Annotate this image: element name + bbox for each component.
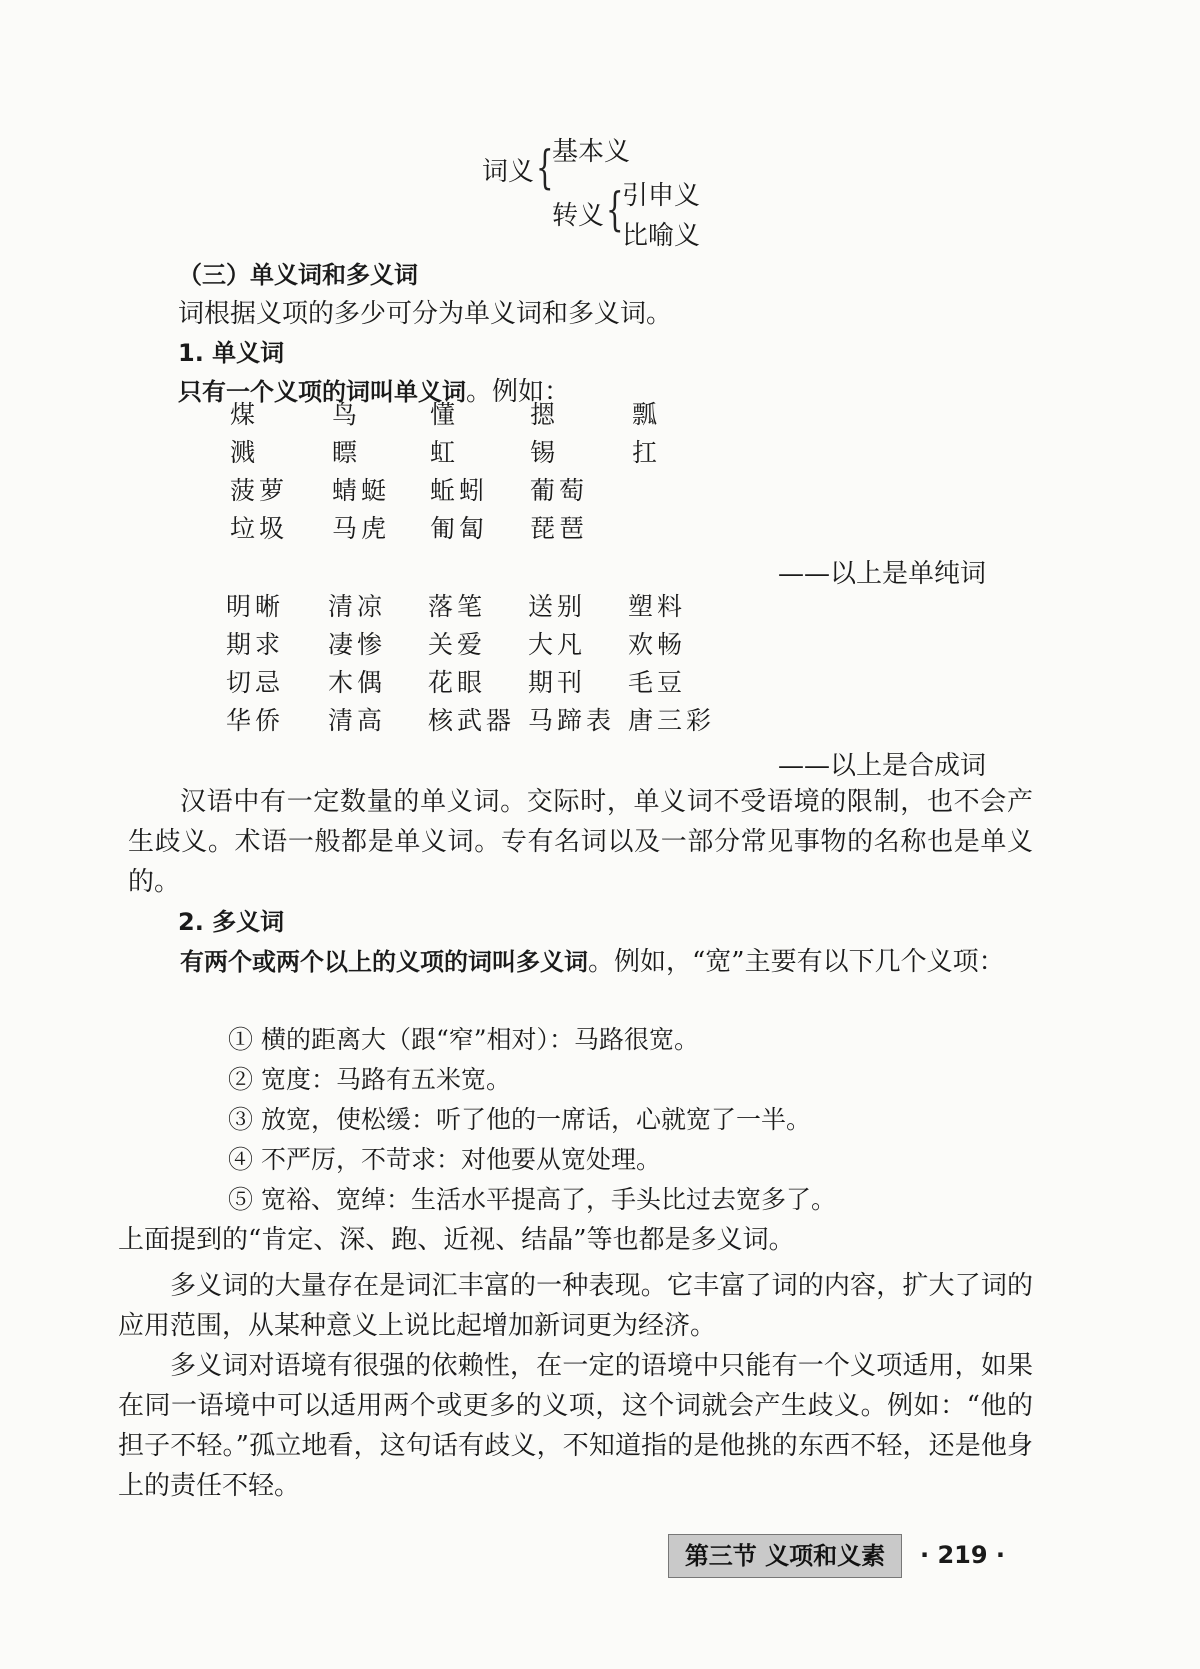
word-cell: 唐三彩 [628, 706, 716, 735]
word-cell: 塑料 [628, 592, 687, 621]
word-cell: 蚯蚓 [430, 476, 489, 505]
word-cell: 花眼 [428, 668, 487, 697]
section-heading: （三）单义词和多义词 [178, 261, 418, 289]
brace-symbol: { [536, 140, 554, 194]
tree-basic-meaning: 基本义 [552, 137, 631, 167]
tree-transferred-meaning: 转义 [552, 201, 605, 231]
word-cell: 瓢 [632, 400, 662, 429]
word-cell: 大凡 [528, 630, 587, 659]
word-cell: 垃圾 [230, 514, 289, 543]
word-cell: 瞟 [332, 438, 362, 467]
word-cell: 凄惨 [328, 630, 387, 659]
polysemous-paragraph-2: 多义词对语境有很强的依赖性，在一定的语境中只能有一个义项适用，如果在同一语境中可以适用两个或更多的义项，这个词就会产生歧义。例如：“他的担子不轻。”孤立地看，这句话有歧义，不知道指的是他挑的东西不轻，还是他身上的责任不轻。 [118, 1351, 1033, 1501]
word-cell: 欢畅 [628, 630, 687, 659]
word-cell: 清高 [328, 706, 387, 735]
word-cell: 马蹄表 [528, 706, 616, 735]
list-item: ① 横的距离大（跟“窄”相对）：马路很宽。 [228, 1025, 700, 1054]
word-cell: 葡萄 [530, 476, 589, 505]
word-cell: 送别 [528, 592, 587, 621]
definition-tail: 。例如，“宽”主要有以下几个义项： [588, 947, 1005, 977]
word-cell: 虹 [430, 438, 460, 467]
word-cell: 期刊 [528, 668, 587, 697]
definition-tail: 。例如： [466, 377, 571, 407]
word-cell: 木偶 [328, 668, 387, 697]
word-cell: 华侨 [226, 706, 285, 735]
definition-term: 有两个或两个以上的义项的词叫多义词 [180, 948, 588, 976]
after-list-line: 上面提到的“肯定、深、跑、近视、结晶”等也都是多义词。 [118, 1225, 795, 1255]
subsection-heading: 1. 单义词 [178, 339, 285, 367]
simple-words-note: ——以上是单纯词 [778, 559, 987, 589]
word-cell: 扛 [632, 438, 662, 467]
word-cell: 马虎 [332, 514, 391, 543]
word-cell: 明晰 [226, 592, 285, 621]
list-item: ③ 放宽，使松缓：听了他的一席话，心就宽了一半。 [228, 1105, 811, 1134]
word-cell: 匍匐 [430, 514, 489, 543]
list-item: ② 宽度：马路有五米宽。 [228, 1065, 511, 1094]
subsection-heading: 2. 多义词 [178, 908, 285, 936]
word-cell: 懂 [430, 400, 460, 429]
word-cell: 菠萝 [230, 476, 289, 505]
tree-extended-meaning: 引申义 [622, 181, 701, 211]
monosemous-paragraph: 汉语中有一定数量的单义词。交际时，单义词不受语境的限制，也不会产生歧义。术语一般都是单义词。专有名词以及一部分常见事物的名称也是单义的。 [128, 787, 1033, 897]
word-cell: 鸟 [332, 400, 362, 429]
brace-symbol: { [606, 182, 624, 236]
polysemous-definition [128, 942, 1033, 982]
word-cell: 煤 [230, 400, 260, 429]
word-cell: 蜻蜓 [332, 476, 391, 505]
section-footer-label: 第三节 义项和义素 [668, 1534, 902, 1578]
polysemous-paragraph-1: 多义词的大量存在是词汇丰富的一种表现。它丰富了词的内容，扩大了词的应用范围，从某种意义上说比起增加新词更为经济。 [118, 1271, 1033, 1341]
word-cell: 清凉 [328, 592, 387, 621]
list-item: ④ 不严厉，不苛求：对他要从宽处理。 [228, 1145, 661, 1174]
word-cell: 溅 [230, 438, 260, 467]
word-cell: 核武器 [428, 706, 516, 735]
tree-metaphor-meaning: 比喻义 [622, 221, 701, 251]
word-cell: 琵琶 [530, 514, 589, 543]
list-item: ⑤ 宽裕、宽绰：生活水平提高了，手头比过去宽多了。 [228, 1185, 836, 1214]
word-cell: 锡 [530, 438, 560, 467]
definition-term: 只有一个义项的词叫单义词 [178, 378, 466, 406]
word-cell: 期求 [226, 630, 285, 659]
word-cell: 切忌 [226, 668, 285, 697]
word-cell: 落笔 [428, 592, 487, 621]
compound-words-note: ——以上是合成词 [778, 751, 987, 781]
word-cell: 毛豆 [628, 668, 687, 697]
tree-root: 词义 [482, 157, 535, 187]
page-number: · 219 · [920, 1541, 1006, 1569]
section-intro: 词根据义项的多少可分为单义词和多义词。 [178, 299, 673, 329]
word-cell: 关爱 [428, 630, 487, 659]
word-cell: 摁 [530, 400, 560, 429]
